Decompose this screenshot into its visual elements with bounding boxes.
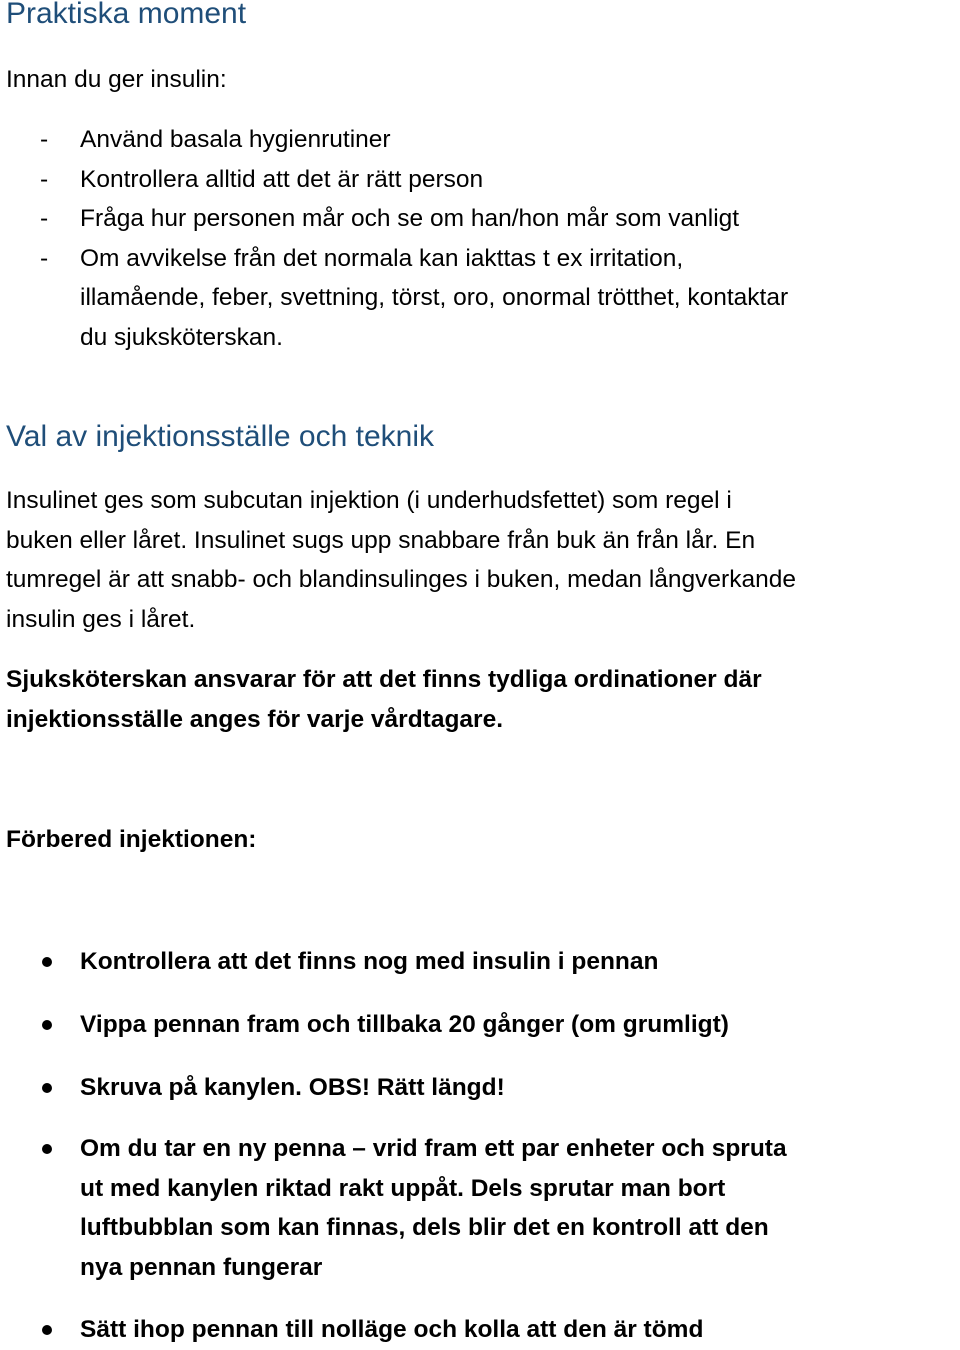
list-item bbox=[0, 1068, 960, 1108]
dash-marker: - bbox=[40, 244, 49, 272]
list-item-text: Fråga hur personen mår och se om han/hon mår som vanligt bbox=[80, 205, 740, 232]
list-item bbox=[0, 1310, 960, 1350]
pre-insulin-checklist bbox=[0, 120, 788, 357]
list-item-text: Sätt ihop pennan till nolläge och kolla att den är tömd bbox=[80, 1316, 704, 1343]
nurse-responsibility-paragraph bbox=[6, 660, 762, 739]
list-item bbox=[0, 199, 788, 239]
dash-marker: - bbox=[40, 205, 49, 232]
list-item bbox=[0, 1005, 960, 1045]
bullet-dot-icon bbox=[42, 1083, 52, 1093]
list-item bbox=[0, 239, 788, 279]
list-item-text: Om avvikelse från det normala kan iakttas t ex irritation, bbox=[80, 244, 684, 272]
list-item-text: ut med kanylen riktad rakt uppåt. Dels sprutar man bort bbox=[80, 1174, 726, 1202]
bullet-dot-icon bbox=[42, 1325, 52, 1335]
list-item bbox=[0, 120, 788, 160]
list-item-text: Kontrollera alltid att det är rätt person bbox=[80, 165, 484, 193]
list-item-text: Om du tar en ny penna – vrid fram ett par enheter och spruta bbox=[80, 1135, 787, 1162]
list-item-text: du sjuksköterskan. bbox=[80, 323, 283, 351]
list-item bbox=[0, 1129, 960, 1287]
list-item-continuation bbox=[0, 318, 788, 358]
paragraph-line: tumregel är att snabb- och blandinsulinges i buken, medan långverkande bbox=[6, 566, 796, 593]
paragraph-line: insulin ges i låret. bbox=[6, 605, 196, 633]
section-heading-forbered: Förbered injektionen: bbox=[6, 826, 257, 853]
list-item-text: Vippa pennan fram och tillbaka 20 gånger (om grumligt) bbox=[80, 1011, 729, 1038]
list-item bbox=[0, 160, 788, 200]
dash-marker: - bbox=[40, 126, 49, 153]
section-heading-praktiska-moment: Praktiska moment bbox=[6, 0, 247, 30]
intro-text: Innan du ger insulin: bbox=[6, 66, 227, 93]
list-item-continuation bbox=[0, 278, 788, 318]
paragraph-line: injektionsställe anges för varje vårdtagare. bbox=[6, 705, 504, 733]
bullet-dot-icon bbox=[42, 1144, 52, 1154]
injection-site-paragraph bbox=[6, 481, 960, 639]
section-heading-injektionsstalle: Val av injektionsställe och teknik bbox=[6, 420, 434, 453]
list-item-text: Kontrollera att det finns nog med insulin i pennan bbox=[80, 948, 659, 975]
dash-marker: - bbox=[40, 165, 49, 193]
list-item-text: nya pennan fungerar bbox=[80, 1253, 323, 1281]
paragraph-line: Sjuksköterskan ansvarar för att det finns tydliga ordinationer där bbox=[6, 666, 762, 693]
bullet-dot-icon bbox=[42, 1020, 52, 1030]
list-item-text: illamående, feber, svettning, törst, oro, onormal trötthet, kontaktar bbox=[80, 284, 789, 311]
paragraph-line: Insulinet ges som subcutan injektion (i underhudsfettet) som regel i bbox=[6, 487, 732, 514]
list-item bbox=[0, 942, 960, 982]
list-item-text: Skruva på kanylen. OBS! Rätt längd! bbox=[80, 1074, 505, 1101]
list-item-text: luftbubblan som kan finnas, dels blir det en kontroll att den bbox=[80, 1214, 769, 1241]
bullet-dot-icon bbox=[42, 957, 52, 967]
list-item-text: Använd basala hygienrutiner bbox=[80, 126, 391, 153]
paragraph-line: buken eller låret. Insulinet sugs upp snabbare från buk än från lår. En bbox=[6, 526, 756, 554]
